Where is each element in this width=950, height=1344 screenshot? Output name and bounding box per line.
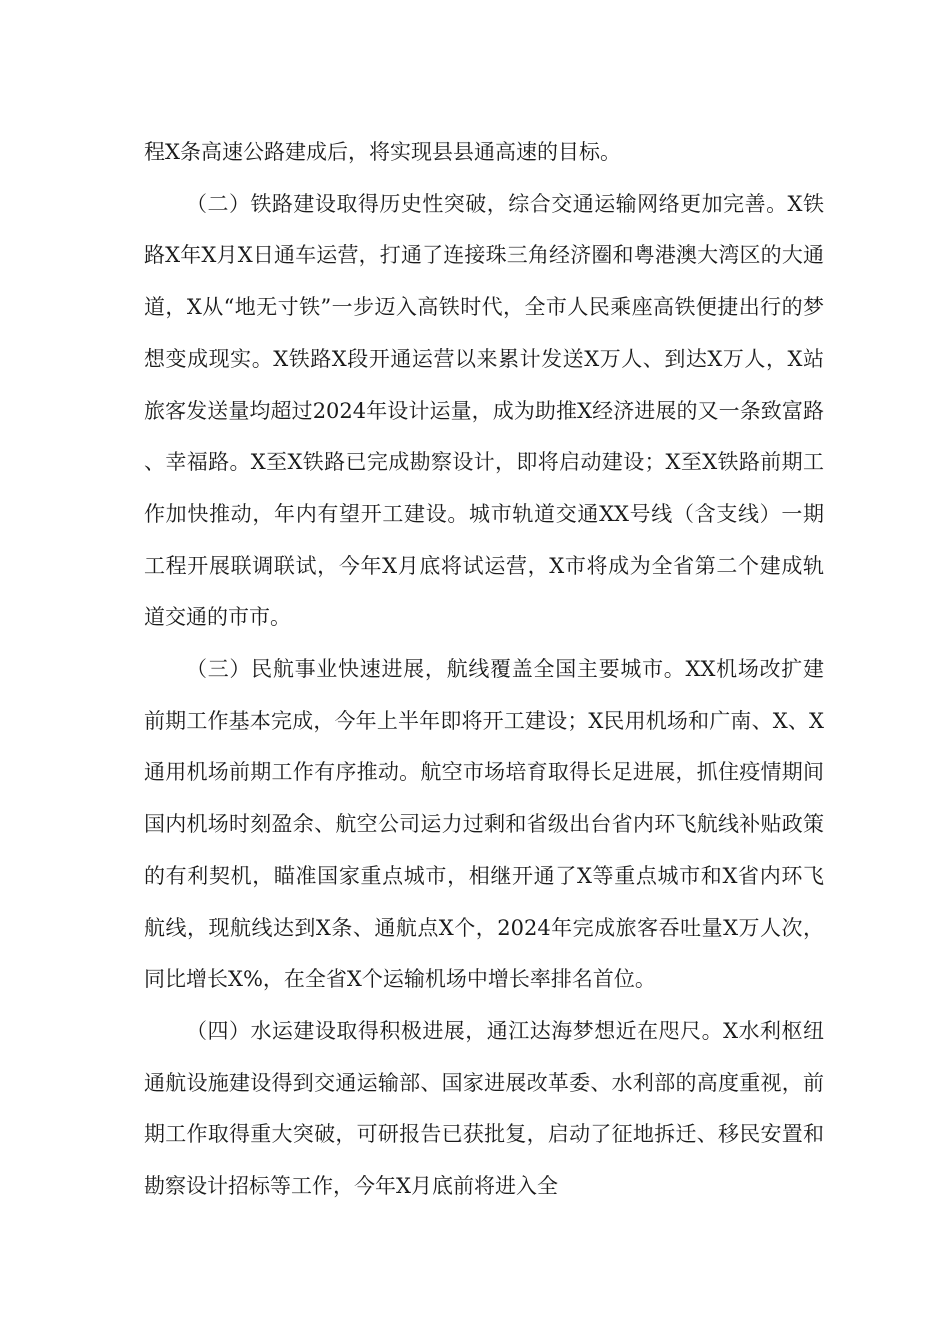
document-body <box>144 127 824 1213</box>
paragraph-waterway: （四）水运建设取得积极进展，通江达海梦想近在咫尺。X水利枢纽通航设施建设得到交通运输部、国家进展改革委、水利部的高度重视，前期工作取得重大突破，可研报告已获批复，启动了征地拆迁、移民安置和勘察设计招标等工作，今年X月底前将进入全 <box>144 1018 824 1199</box>
paragraph-continuation: 程X条高速公路建成后，将实现县县通高速的目标。 <box>144 140 621 164</box>
paragraph-civil-aviation: （三）民航事业快速进展，航线覆盖全国主要城市。XX机场改扩建前期工作基本完成，今年上半年即将开工建设；X民用机场和广南、X、X通用机场前期工作有序推动。航空市场培育取得长足进展，抓住疫情期间国内机场时刻盈余、航空公司运力过剩和省级出台省内环飞航线补贴政策的有利契机，瞄准国家重点城市，相继开通了X等重点城市和X省内环飞航线，现航线达到X条、通航点X个，2024年完成旅客吞吐量X万人次，同比增长X%，在全省X个运输机场中增长率排名首位。 <box>144 657 824 992</box>
paragraph-railway: （二）铁路建设取得历史性突破，综合交通运输网络更加完善。X铁路X年X月X日通车运营，打通了连接珠三角经济圈和粤港澳大湾区的大通道，X从“地无寸铁”一步迈入高铁时代，全市人民乘座高铁便捷出行的梦想变成现实。X铁路X段开通运营以来累计发送X万人、到达X万人，X站旅客发送量均超过2024年设计运量，成为助推X经济进展的又一条致富路、幸福路。X至X铁路已完成勘察设计，即将启动建设；X至X铁路前期工作加快推动，年内有望开工建设。城市轨道交通XX号线（含支线）一期工程开展联调联试，今年X月底将试运营，X市将成为全省第二个建成轨道交通的市市。 <box>144 191 824 630</box>
